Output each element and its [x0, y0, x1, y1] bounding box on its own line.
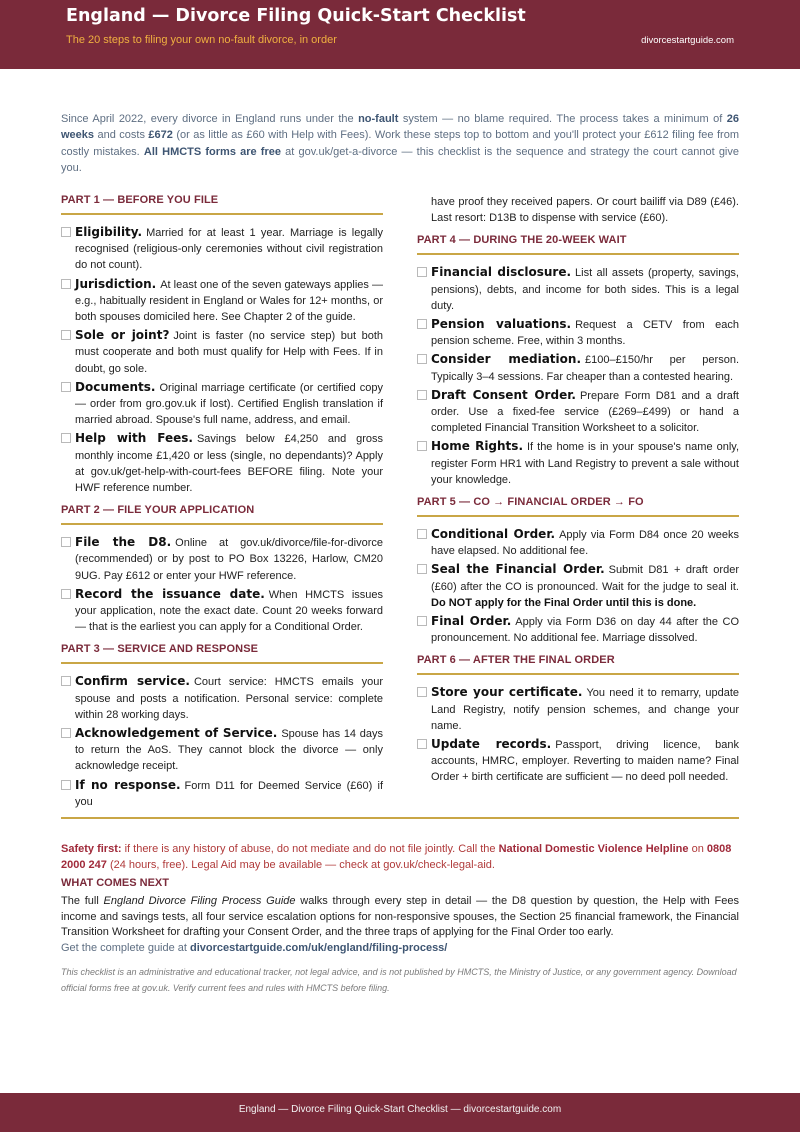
intro-text: Since April 2022, every divorce in England runs under the: [61, 113, 359, 125]
part-3-heading: PART 3 — SERVICE AND RESPONSE: [61, 643, 383, 664]
item-label: Update records.: [431, 737, 552, 752]
helpline-name: National Domestic Violence Helpline: [498, 843, 689, 855]
checkbox[interactable]: [417, 564, 427, 574]
item-text: £100–£150/hr per person. Typically 3–4 sessions. Far cheaper than a contested hearing.: [431, 354, 739, 383]
item-label: Seal the Financial Order.: [431, 562, 605, 577]
safety-label: Safety first:: [61, 843, 122, 855]
part-4-heading: PART 4 — DURING THE 20-WEEK WAIT: [417, 234, 739, 255]
part-6-heading: PART 6 — AFTER THE FINAL ORDER: [417, 654, 739, 675]
disclaimer: This checklist is an administrative and educational tracker, not legal advice, and is not published by HMCTS, the Ministry of Justice, or any government agency. Download official forms free at gov.uk. Verify current fees and rules with HMCTS before filing.: [61, 967, 737, 993]
checklist-item: [61, 379, 383, 429]
checkbox[interactable]: [417, 687, 427, 697]
checklist-item: [417, 736, 739, 786]
page-title: England — Divorce Filing Quick-Start Checklist: [66, 6, 526, 26]
checkbox[interactable]: [417, 319, 427, 329]
checklist-item: [417, 684, 739, 734]
what-next-paragraph: [61, 894, 739, 941]
item-label: Financial disclosure.: [431, 265, 572, 280]
item-text: Form D11 for Deemed Service (£60) if you: [75, 779, 383, 808]
guide-title: England Divorce Filing Process Guide: [103, 895, 296, 907]
item-label: Draft Consent Order.: [431, 387, 576, 402]
footer-text: England — Divorce Filing Quick-Start Checklist — divorcestartguide.com: [238, 1104, 562, 1115]
intro-bold: no-fault: [358, 113, 399, 125]
intro-bold: 26 weeks: [61, 113, 739, 142]
item-label: Jurisdiction.: [75, 276, 157, 291]
checklist-item: [417, 316, 739, 349]
checklist-item: [61, 534, 383, 584]
checklist-item: [61, 327, 383, 377]
checkbox[interactable]: [417, 529, 427, 539]
helpline-number: 0808 2000 247: [61, 843, 732, 872]
part-1-heading: PART 1 — BEFORE YOU FILE: [61, 194, 383, 215]
item-label: Confirm service.: [75, 674, 190, 689]
item-text: Spouse has 14 days to return the AoS. They cannot block the divorce — only acknowledge receipt.: [75, 728, 384, 773]
item-text: Original marriage certificate (or certified copy — order from gro.gov.uk if lost). Certified English translation if married abroad. Spouse's full name, address, and email.: [75, 381, 383, 427]
item-text: Savings below £4,250 and gross monthly income £1,420 or less (single, no dependants)? Apply at gov.uk/get-help-with-court-fees BEFORE filing. Note your HWF reference number.: [75, 433, 383, 495]
item-text: Online at gov.uk/divorce/file-for-divorce (recommended) or by post to PO Box 13226, Harlow, CM20 9UG. Pay £612 or enter your HWF reference.: [75, 537, 383, 582]
page-header: [0, 0, 800, 69]
item-label: Record the issuance date.: [75, 586, 265, 601]
checklist-item: [61, 777, 383, 810]
intro-text: and costs: [94, 129, 149, 142]
item-text: Court service: HMCTS emails your spouse and posts a notification. Personal service: complete within 28 working days.: [75, 676, 383, 721]
section-divider: [61, 817, 739, 819]
item-label: Pension valuations.: [431, 317, 572, 332]
checkbox[interactable]: [61, 589, 71, 599]
guide-link-line: [61, 942, 739, 954]
checklist-item: [61, 430, 383, 496]
item-label: File the D8.: [75, 535, 172, 550]
checklist-item: [417, 438, 739, 488]
checkbox[interactable]: [61, 537, 71, 547]
what-next-heading: WHAT COMES NEXT: [61, 877, 169, 889]
checklist-item: [417, 351, 739, 384]
checklist-item: [61, 276, 383, 326]
intro-paragraph: [61, 111, 739, 177]
item-label: Conditional Order.: [431, 527, 556, 542]
site-name: divorcestartguide.com: [641, 35, 734, 46]
item-text: Married for at least 1 year. Marriage is legally recognised (religious-only ceremonies without civil registration do not count).: [75, 227, 383, 272]
checkbox[interactable]: [61, 728, 71, 738]
item-label: Store your certificate.: [431, 685, 583, 700]
part-5-heading: PART 5 — CO → FINANCIAL ORDER → FO: [417, 496, 739, 517]
checkbox[interactable]: [417, 616, 427, 626]
safety-text: on: [688, 843, 707, 855]
guide-link[interactable]: divorcestartguide.com/uk/england/filing-process/: [190, 942, 448, 954]
checkbox[interactable]: [61, 676, 71, 686]
intro-bold: All HMCTS forms are free: [143, 145, 281, 158]
checklist-item: [61, 673, 383, 723]
item-text: At least one of the seven gateways applies — e.g., habitually resident in England or Wales for 12+ months, or both spouses domiciled here. See Chapter 2 of the guide.: [75, 278, 383, 324]
page-subtitle: The 20 steps to filing your own no-fault divorce, in order: [66, 34, 337, 46]
item-text: Apply via Form D36 on day 44 after the CO pronouncement. No additional fee. Marriage dissolved.: [431, 616, 739, 645]
checkbox[interactable]: [417, 354, 427, 364]
checkbox[interactable]: [417, 739, 427, 749]
item-label: Final Order.: [431, 614, 512, 629]
item-label: Documents.: [75, 379, 156, 394]
item-label: Sole or joint?: [75, 328, 170, 343]
page-footer: [0, 1093, 800, 1132]
item-text: List all assets (property, savings, pensions), debts, and income for both sides. This is a legal duty.: [431, 267, 739, 312]
checkbox[interactable]: [61, 382, 71, 392]
item-label: Help with Fees.: [75, 431, 193, 446]
item-continuation: have proof they received papers. Or court bailiff via D89 (£46). Last resort: D13B to dispense with service (£60).: [431, 196, 739, 225]
item-text: If the home is in your spouse's name only, register Form HR1 with Land Registry to prevent a sale without your knowledge.: [431, 441, 740, 486]
intro-text: (or as little as £60 with Help with Fees). Work these steps top to bottom and you'll protect your £612 filing fee from costly mistakes.: [61, 129, 739, 158]
left-column: [61, 194, 383, 812]
item-text: Joint is faster (no service step) but both must cooperate and both must qualify for Help with Fees. If in doubt, go sole.: [75, 330, 383, 375]
item-label: If no response.: [75, 777, 181, 792]
intro-text: at gov.uk/get-a-divorce — this checklist is the sequence and strategy the court cannot give you.: [61, 145, 739, 175]
next-text: walks through every step in detail — the D8 question by question, the Help with Fees income and savings tests, all four service escalation options for non-responsive spouses, the Section 25 financial framework, the Financial Transition Worksheet for drafting your Consent Order, and the three traps of applying for the Final Order too early.: [61, 895, 739, 938]
checklist-item: [61, 725, 383, 775]
checklist-item: [61, 224, 383, 274]
intro-bold: £672: [148, 129, 173, 142]
item-label: Eligibility.: [75, 225, 143, 239]
checkbox[interactable]: [417, 441, 427, 451]
safety-text: (24 hours, free). Legal Aid may be available — check at gov.uk/check-legal-aid.: [106, 859, 495, 872]
checklist-item: [417, 613, 739, 646]
item-warning: Do NOT apply for the Final Order until this is done.: [431, 596, 697, 609]
item-text: When HMCTS issues your application, note the exact date. Count 20 weeks forward — that is the earliest you can apply for a Conditional Order.: [75, 588, 383, 634]
checklist-item: [417, 561, 739, 611]
safety-notice: [61, 841, 739, 873]
item-text: Request a CETV from each pension scheme. Free, within 3 months.: [431, 319, 739, 348]
checkbox[interactable]: [61, 279, 71, 289]
item-text: Apply via Form D84 once 20 weeks have elapsed. No additional fee.: [431, 529, 740, 558]
item-text: Passport, driving licence, bank accounts, HMRC, employer. Reverting to maiden name? Final Order + birth certificate are sufficient — no deed poll needed.: [431, 739, 740, 784]
item-label: Consider mediation.: [431, 352, 582, 367]
item-text: You need it to remarry, update Land Registry, notify pension schemes, and change your name.: [431, 687, 740, 732]
part-2-heading: PART 2 — FILE YOUR APPLICATION: [61, 504, 383, 525]
intro-text: system — no blame required. The process takes a minimum of: [398, 113, 727, 125]
right-column: [417, 194, 739, 788]
checklist-item: [61, 586, 383, 636]
checklist-item: [417, 387, 739, 437]
checkbox[interactable]: [61, 227, 71, 237]
item-label: Acknowledgement of Service.: [75, 726, 278, 741]
checkbox[interactable]: [61, 780, 71, 790]
checkbox[interactable]: [61, 433, 71, 443]
checklist-item: [417, 264, 739, 314]
checkbox[interactable]: [417, 267, 427, 277]
checkbox[interactable]: [61, 330, 71, 340]
safety-text: if there is any history of abuse, do not mediate and do not file jointly. Call the: [121, 843, 499, 855]
item-text: Prepare Form D81 and a draft order. Use a fixed-fee service (£269–£499) or hand a completed Financial Transition Worksheet to a solicitor.: [431, 389, 739, 435]
checklist-item: [417, 526, 739, 559]
link-prefix: Get the complete guide at: [61, 942, 191, 954]
next-text: The full: [61, 895, 104, 907]
item-label: Home Rights.: [431, 439, 523, 454]
item-text: Submit D81 + draft order (£60) after the CO is pronounced. Wait for the judge to seal it.: [431, 564, 739, 593]
checkbox[interactable]: [417, 390, 427, 400]
